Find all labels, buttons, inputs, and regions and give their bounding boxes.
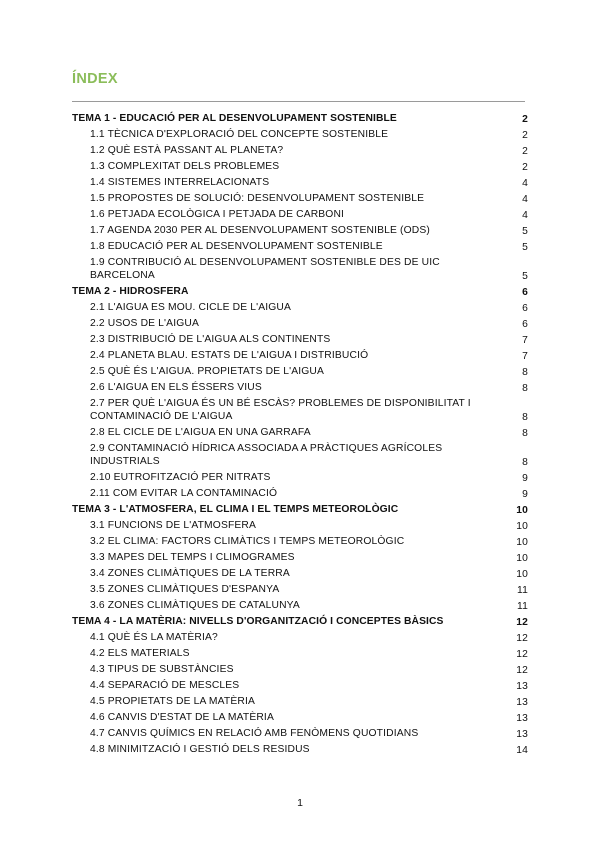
toc-entry-page: 12 <box>516 633 528 644</box>
toc-entry[interactable] <box>72 299 528 315</box>
toc-entry[interactable] <box>72 379 528 395</box>
toc-entry[interactable] <box>72 709 528 725</box>
toc-entry-label: 2.4 PLANETA BLAU. ESTATS DE L'AIGUA I DISTRIBUCIÓ <box>90 349 369 361</box>
toc-entry-label: 3.2 EL CLIMA: FACTORS CLIMÀTICS I TEMPS METEOROLÒGIC <box>90 535 405 547</box>
toc-entry[interactable] <box>72 517 528 533</box>
toc-entry-label: 4.3 TIPUS DE SUBSTÀNCIES <box>90 663 234 675</box>
toc-entry[interactable] <box>72 741 528 757</box>
toc-entry-page: 4 <box>522 178 528 189</box>
toc-entry-page: 6 <box>522 303 528 314</box>
toc-entry-page: 6 <box>522 287 528 298</box>
toc-entry-page: 8 <box>522 367 528 378</box>
toc-entry-page: 5 <box>522 242 528 253</box>
toc-entry[interactable] <box>72 222 528 238</box>
toc-entry-label: TEMA 2 - HIDROSFERA <box>72 285 189 297</box>
toc-entry-page: 13 <box>516 697 528 708</box>
toc-entry[interactable] <box>72 158 528 174</box>
toc-entry-page: 2 <box>522 146 528 157</box>
table-of-contents <box>72 110 528 757</box>
toc-entry-page: 6 <box>522 319 528 330</box>
toc-entry-label: TEMA 3 - L'ATMOSFERA, EL CLIMA I EL TEMPS METEOROLÒGIC <box>72 503 399 515</box>
toc-entry-page: 8 <box>522 428 528 439</box>
toc-entry-page: 12 <box>516 649 528 660</box>
toc-section-entry[interactable] <box>72 613 528 629</box>
page-number: 1 <box>297 797 303 809</box>
toc-entry-label: 1.4 SISTEMES INTERRELACIONATS <box>90 176 270 188</box>
toc-entry[interactable] <box>72 254 528 283</box>
toc-entry-label: 4.8 MINIMITZACIÓ I GESTIÓ DELS RESIDUS <box>90 743 310 755</box>
toc-entry-label: TEMA 4 - LA MATÈRIA: NIVELLS D'ORGANITZACIÓ I CONCEPTES BÀSICS <box>72 615 444 627</box>
toc-entry-page: 8 <box>522 383 528 394</box>
toc-entry[interactable] <box>72 363 528 379</box>
toc-entry-label: 4.2 ELS MATERIALS <box>90 647 190 659</box>
toc-entry-label: 2.8 EL CICLE DE L'AIGUA EN UNA GARRAFA <box>90 426 311 438</box>
toc-entry-page: 2 <box>522 130 528 141</box>
toc-entry-label: 3.5 ZONES CLIMÀTIQUES D'ESPANYA <box>90 583 280 595</box>
toc-entry-label: 2.11 COM EVITAR LA CONTAMINACIÓ <box>90 487 278 499</box>
page-title: ÍNDEX <box>72 71 118 87</box>
toc-entry-page: 14 <box>516 745 528 756</box>
toc-entry-page: 12 <box>516 665 528 676</box>
toc-entry[interactable] <box>72 238 528 254</box>
toc-entry-page: 13 <box>516 681 528 692</box>
toc-entry-label: 1.9 CONTRIBUCIÓ AL DESENVOLUPAMENT SOSTENIBLE DES DE UIC BARCELONA <box>90 256 440 281</box>
toc-entry-label: 3.6 ZONES CLIMÀTIQUES DE CATALUNYA <box>90 599 300 611</box>
toc-entry-page: 2 <box>522 114 528 125</box>
toc-entry-page: 10 <box>516 521 528 532</box>
toc-entry[interactable] <box>72 693 528 709</box>
toc-entry-page: 7 <box>522 351 528 362</box>
toc-entry[interactable] <box>72 549 528 565</box>
toc-entry-page: 11 <box>517 585 528 596</box>
toc-entry[interactable] <box>72 206 528 222</box>
toc-entry[interactable] <box>72 485 528 501</box>
toc-entry-label: 4.7 CANVIS QUÍMICS EN RELACIÓ AMB FENÒMENS QUOTIDIANS <box>90 727 419 739</box>
toc-entry-page: 13 <box>516 713 528 724</box>
toc-entry-page: 10 <box>516 553 528 564</box>
toc-entry[interactable] <box>72 190 528 206</box>
toc-entry[interactable] <box>72 424 528 440</box>
toc-entry[interactable] <box>72 629 528 645</box>
toc-entry-label: 2.10 EUTROFITZACIÓ PER NITRATS <box>90 471 271 483</box>
toc-entry-page: 8 <box>522 457 528 468</box>
toc-entry[interactable] <box>72 126 528 142</box>
toc-entry-page: 4 <box>522 194 528 205</box>
toc-entry[interactable] <box>72 440 528 469</box>
toc-entry[interactable] <box>72 315 528 331</box>
toc-entry-page: 2 <box>522 162 528 173</box>
toc-entry[interactable] <box>72 661 528 677</box>
title-divider <box>72 101 525 102</box>
toc-entry-label: 4.4 SEPARACIÓ DE MESCLES <box>90 679 240 691</box>
toc-entry-page: 8 <box>522 412 528 423</box>
toc-entry-label: 2.7 PER QUÈ L'AIGUA ÉS UN BÉ ESCÀS? PROBLEMES DE DISPONIBILITAT I CONTAMINACIÓ DE L'AIGUA <box>90 397 471 422</box>
toc-entry[interactable] <box>72 565 528 581</box>
toc-entry-page: 7 <box>522 335 528 346</box>
toc-section-entry[interactable] <box>72 110 528 126</box>
toc-entry[interactable] <box>72 142 528 158</box>
toc-entry-page: 12 <box>516 617 528 628</box>
toc-entry-page: 10 <box>516 505 528 516</box>
toc-entry-label: 4.6 CANVIS D'ESTAT DE LA MATÈRIA <box>90 711 274 723</box>
toc-entry[interactable] <box>72 581 528 597</box>
toc-entry-label: 3.3 MAPES DEL TEMPS I CLIMOGRAMES <box>90 551 295 563</box>
toc-entry[interactable] <box>72 347 528 363</box>
toc-entry[interactable] <box>72 331 528 347</box>
toc-entry-label: 1.8 EDUCACIÓ PER AL DESENVOLUPAMENT SOSTENIBLE <box>90 240 383 252</box>
toc-entry-page: 5 <box>522 226 528 237</box>
toc-entry-label: 1.1 TÈCNICA D'EXPLORACIÓ DEL CONCEPTE SOSTENIBLE <box>90 128 389 140</box>
toc-entry-page: 10 <box>516 569 528 580</box>
toc-section-entry[interactable] <box>72 501 528 517</box>
toc-entry-label: 2.6 L'AIGUA EN ELS ÉSSERS VIUS <box>90 381 262 393</box>
toc-entry-page: 11 <box>517 601 528 612</box>
toc-entry-page: 9 <box>522 473 528 484</box>
toc-entry-page: 4 <box>522 210 528 221</box>
toc-entry[interactable] <box>72 725 528 741</box>
toc-entry-page: 13 <box>516 729 528 740</box>
toc-entry-label: 2.2 USOS DE L'AIGUA <box>90 317 199 329</box>
toc-entry-label: 4.5 PROPIETATS DE LA MATÈRIA <box>90 695 255 707</box>
toc-entry-label: 3.1 FUNCIONS DE L'ATMOSFERA <box>90 519 257 531</box>
toc-entry[interactable] <box>72 395 528 424</box>
toc-entry-label: 2.5 QUÈ ÉS L'AIGUA. PROPIETATS DE L'AIGUA <box>90 365 325 377</box>
toc-entry-label: 2.9 CONTAMINACIÓ HÍDRICA ASSOCIADA A PRÀCTIQUES AGRÍCOLES INDUSTRIALS <box>90 442 443 467</box>
toc-entry-label: 1.7 AGENDA 2030 PER AL DESENVOLUPAMENT SOSTENIBLE (ODS) <box>90 224 430 236</box>
toc-entry-label: 1.2 QUÈ ESTÀ PASSANT AL PLANETA? <box>90 144 284 156</box>
toc-entry[interactable] <box>72 174 528 190</box>
toc-entry[interactable] <box>72 597 528 613</box>
toc-entry-label: 1.6 PETJADA ECOLÒGICA I PETJADA DE CARBONI <box>90 208 345 220</box>
toc-entry-label: 2.3 DISTRIBUCIÓ DE L'AIGUA ALS CONTINENTS <box>90 333 331 345</box>
toc-entry-page: 10 <box>516 537 528 548</box>
toc-entry[interactable] <box>72 645 528 661</box>
toc-entry-label: 1.5 PROPOSTES DE SOLUCIÓ: DESENVOLUPAMENT SOSTENIBLE <box>90 192 425 204</box>
toc-entry-label: 4.1 QUÈ ÉS LA MATÈRIA? <box>90 631 218 643</box>
toc-entry-label: 1.3 COMPLEXITAT DELS PROBLEMES <box>90 160 280 172</box>
toc-entry-label: TEMA 1 - EDUCACIÓ PER AL DESENVOLUPAMENT SOSTENIBLE <box>72 112 397 124</box>
toc-entry-page: 9 <box>522 489 528 500</box>
toc-entry-page: 5 <box>522 271 528 282</box>
toc-entry-label: 3.4 ZONES CLIMÀTIQUES DE LA TERRA <box>90 567 290 579</box>
toc-section-entry[interactable] <box>72 283 528 299</box>
toc-entry[interactable] <box>72 533 528 549</box>
toc-entry-label: 2.1 L'AIGUA ES MOU. CICLE DE L'AIGUA <box>90 301 292 313</box>
toc-entry[interactable] <box>72 677 528 693</box>
toc-entry[interactable] <box>72 469 528 485</box>
